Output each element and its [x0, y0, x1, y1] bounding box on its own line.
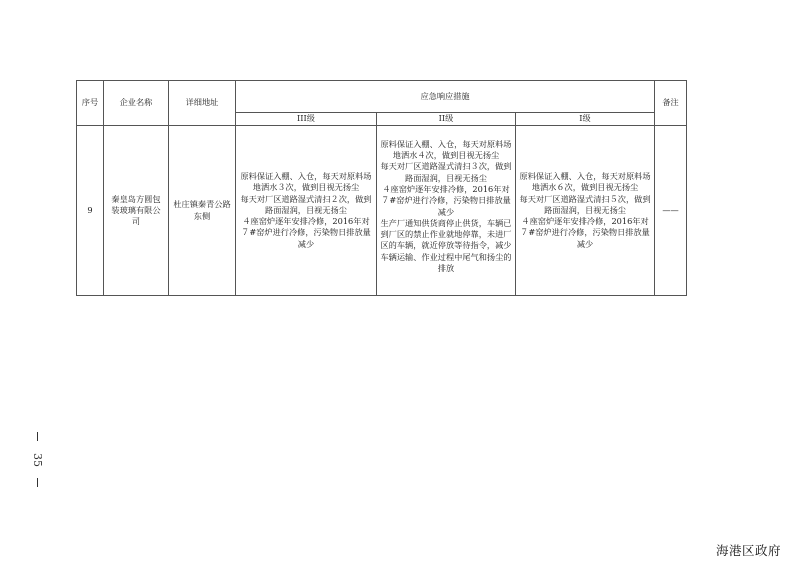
page-number-dash-top	[37, 432, 38, 441]
cell-address	[169, 126, 236, 296]
cell-company	[104, 126, 169, 296]
level1-measures: 原料保证入棚、入仓，每天对原料场地洒水６次，做到目视无扬尘 每天对厂区道路湿式清扫５次，做到路面湿润，目视无扬尘 ４座窑炉逐年安排冷修，2016年对７#窑炉进行冷修，污染物日排放量减少	[519, 170, 651, 249]
company-address: 杜庄镇秦青公路东侧	[173, 199, 231, 221]
header-address	[169, 81, 236, 126]
page-number-dash-bottom	[37, 478, 38, 487]
header-seq	[77, 81, 104, 126]
level3-measures: 原料保证入棚、入仓，每天对原料场地洒水３次，做到目视无扬尘 每天对厂区道路湿式清扫２次，做到路面湿润，目视无扬尘 ４座窑炉逐年安排冷修，2016年对７#窑炉进行冷修，污染物日排放量减少	[240, 170, 372, 249]
header-level2-label: II级	[438, 113, 454, 124]
company-name: 秦皇岛方圆包装玻璃有限公司	[111, 193, 161, 227]
header-company	[104, 81, 169, 126]
table-row	[77, 126, 687, 296]
header-level3	[236, 113, 377, 126]
header-address-label: 详细地址	[185, 97, 219, 108]
header-measures	[236, 81, 655, 113]
header-level2	[377, 113, 516, 126]
header-level3-label: III级	[297, 113, 315, 124]
header-level1	[516, 113, 655, 126]
header-level1-label: I级	[579, 113, 591, 124]
header-remark-label: 备注	[662, 97, 679, 108]
source-watermark: 海港区政府	[716, 543, 782, 558]
page-number	[28, 432, 48, 488]
table-header-row	[77, 81, 687, 113]
cell-level3	[236, 126, 377, 296]
cell-level1	[516, 126, 655, 296]
cell-seq	[77, 126, 104, 296]
header-measures-label: 应急响应措施	[420, 90, 470, 101]
header-remark	[655, 81, 687, 126]
header-company-label: 企业名称	[119, 97, 153, 108]
emergency-response-table	[76, 80, 687, 296]
remark-value: ——	[662, 204, 679, 215]
cell-remark	[655, 126, 687, 296]
page-number-text: 35	[31, 453, 44, 467]
header-seq-label: 序号	[81, 97, 99, 108]
cell-level2	[377, 126, 516, 296]
seq-value: 9	[87, 204, 93, 215]
level2-measures: 原料保证入棚、入仓，每天对原料场地洒水４次，做到目视无扬尘 每天对厂区道路湿式清扫３次，做到路面湿润，目视无扬尘 ４座窑炉逐年安排冷修，2016年对７#窑炉进行冷修，污染物日排放量减少 生产厂通知供货商停止供货，车辆已到厂区的禁止作业就地停靠，未进厂区的车辆，就近停放等待指令，减少车辆运输、作业过程中尾气和扬尘的排放	[380, 138, 512, 274]
